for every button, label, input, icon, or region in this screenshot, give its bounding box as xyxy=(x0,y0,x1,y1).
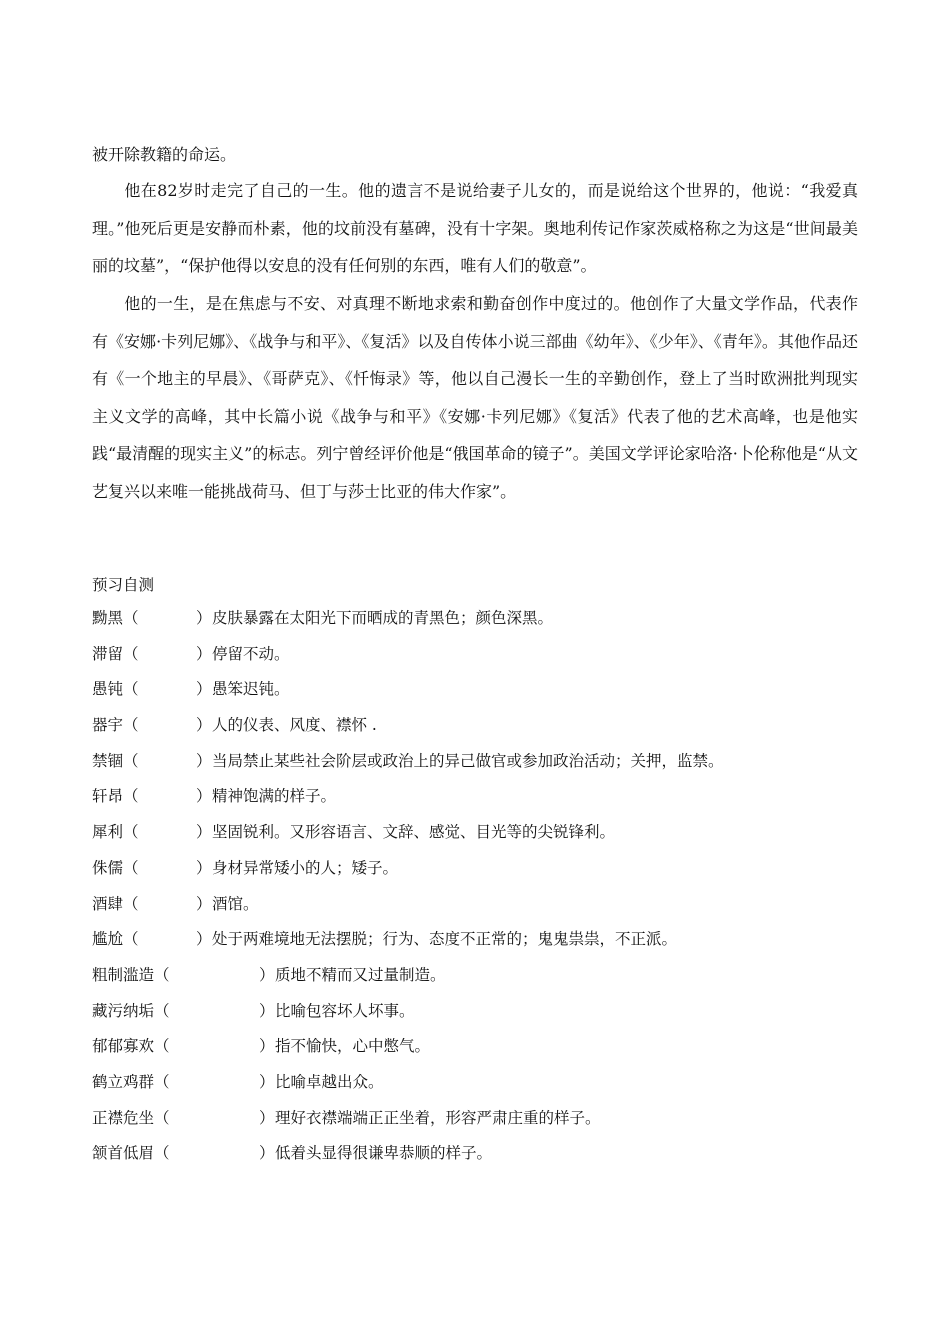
vocab-term: 郁郁寡欢（ xyxy=(92,1037,170,1056)
vocab-item xyxy=(92,1070,872,1106)
vocab-item xyxy=(92,963,872,999)
pinyin-blank: ） xyxy=(196,644,212,663)
vocab-term: 犀利（ xyxy=(92,823,139,842)
pinyin-blank: ） xyxy=(196,894,212,913)
vocab-definition: 停留不动。 xyxy=(212,644,290,663)
pinyin-blank: ） xyxy=(196,823,212,842)
pinyin-blank: ） xyxy=(259,965,275,984)
vocab-term: 轩昂（ xyxy=(92,787,139,806)
section-heading: 预习自测 xyxy=(92,576,155,594)
paragraph-text: 他在82岁时走完了自己的一生。他的遗言不是说给妻子儿女的，而是说给这个世界的，他说：“我爱真理。”他死后更是安静而朴素，他的坟前没有墓碑，没有十字架。奥地利传记作家茨威格称之为这是“世间最美丽的坟墓”，“保护他得以安息的没有任何别的东西，唯有人们的敬意”。 xyxy=(92,181,858,275)
vocab-term: 禁锢（ xyxy=(92,751,139,770)
vocab-term: 粗制滥造（ xyxy=(92,965,170,984)
vocab-term: 滞留（ xyxy=(92,644,139,663)
paragraph-works xyxy=(92,285,858,510)
vocab-item xyxy=(92,713,872,749)
vocab-item xyxy=(92,856,872,892)
vocab-term: 鹤立鸡群（ xyxy=(92,1072,170,1091)
vocab-term: 酒肆（ xyxy=(92,894,139,913)
vocab-term: 颔首低眉（ xyxy=(92,1144,170,1163)
vocab-term: 侏儒（ xyxy=(92,858,139,877)
vocab-definition: 理好衣襟端端正正坐着，形容严肃庄重的样子。 xyxy=(275,1108,601,1127)
vocab-definition: 身材异常矮小的人；矮子。 xyxy=(212,858,399,877)
vocab-definition: 比喻卓越出众。 xyxy=(275,1072,384,1091)
vocab-item xyxy=(92,1106,872,1142)
paragraph-text: 他的一生，是在焦虑与不安、对真理不断地求索和勤奋创作中度过的。他创作了大量文学作品，代表作有《安娜·卡列尼娜》、《战争与和平》、《复活》以及自传体小说三部曲《幼年》、《少年》、《青年》。其他作品还有《一个地主的早晨》、《哥萨克》、《忏悔录》等，他以自己漫长一生的辛勤创作，登上了当时欧洲批判现实主义文学的高峰，其中长篇小说《战争与和平》《安娜·卡列尼娜》《复活》代表了他的艺术高峰，也是他实践“最清醒的现实主义”的标志。列宁曾经评价他是“俄国革命的镜子”。美国文学评论家哈洛·卜伦称他是“从文艺复兴以来唯一能挑战荷马、但丁与莎士比亚的伟大作家”。 xyxy=(92,294,858,501)
pinyin-blank: ） xyxy=(196,609,212,627)
vocab-item xyxy=(92,1141,872,1177)
vocab-definition: 当局禁止某些社会阶层或政治上的异己做官或参加政治活动；关押，监禁。 xyxy=(212,751,724,770)
vocab-term: 愚钝（ xyxy=(92,680,139,699)
paragraph-text: 被开除教籍的命运。 xyxy=(92,145,237,164)
pinyin-blank: ） xyxy=(196,716,212,735)
paragraph-intro xyxy=(92,136,858,174)
paragraph-death xyxy=(92,172,858,285)
vocab-item xyxy=(92,1034,872,1070)
pinyin-blank: ） xyxy=(259,1001,275,1020)
vocab-definition: 低着头显得很谦卑恭顺的样子。 xyxy=(275,1144,493,1163)
vocab-definition: 质地不精而又过量制造。 xyxy=(275,965,446,984)
pinyin-blank: ） xyxy=(259,1037,275,1056)
vocab-definition: 人的仪表、风度、襟怀 . xyxy=(212,716,377,735)
vocab-definition: 指不愉快，心中憋气。 xyxy=(275,1037,431,1056)
vocab-item xyxy=(92,749,872,785)
vocab-term: 器宇（ xyxy=(92,716,139,735)
pinyin-blank: ） xyxy=(196,858,212,877)
pinyin-blank: ） xyxy=(196,680,212,699)
vocab-term: 藏污纳垢（ xyxy=(92,1001,170,1020)
vocab-item xyxy=(92,784,872,820)
vocab-definition: 愚笨迟钝。 xyxy=(212,680,290,699)
vocab-term: 正襟危坐（ xyxy=(92,1108,170,1127)
vocab-definition: 比喻包容坏人坏事。 xyxy=(275,1001,415,1020)
vocab-item xyxy=(92,642,872,678)
vocab-definition: 处于两难境地无法摆脱；行为、态度不正常的；鬼鬼祟祟，不正派。 xyxy=(212,930,678,949)
vocab-item xyxy=(92,820,872,856)
vocab-item xyxy=(92,606,872,642)
pinyin-blank: ） xyxy=(196,751,212,770)
vocab-item xyxy=(92,677,872,713)
vocab-term: 尴尬（ xyxy=(92,930,139,949)
pinyin-blank: ） xyxy=(259,1108,275,1127)
vocab-list xyxy=(92,606,872,1177)
pinyin-blank: ） xyxy=(196,930,212,949)
vocab-item xyxy=(92,892,872,928)
vocab-definition: 酒馆。 xyxy=(212,894,259,913)
vocab-definition: 皮肤暴露在太阳光下而晒成的青黑色；颜色深黑。 xyxy=(212,609,554,627)
vocab-item xyxy=(92,999,872,1035)
pinyin-blank: ） xyxy=(259,1072,275,1091)
pinyin-blank: ） xyxy=(259,1144,275,1163)
pinyin-blank: ） xyxy=(196,787,212,806)
vocab-item xyxy=(92,927,872,963)
vocab-definition: 精神饱满的样子。 xyxy=(212,787,337,806)
vocab-definition: 坚固锐利。又形容语言、文辞、感觉、目光等的尖锐锋利。 xyxy=(212,823,616,842)
vocab-term: 黝黑（ xyxy=(92,609,139,627)
